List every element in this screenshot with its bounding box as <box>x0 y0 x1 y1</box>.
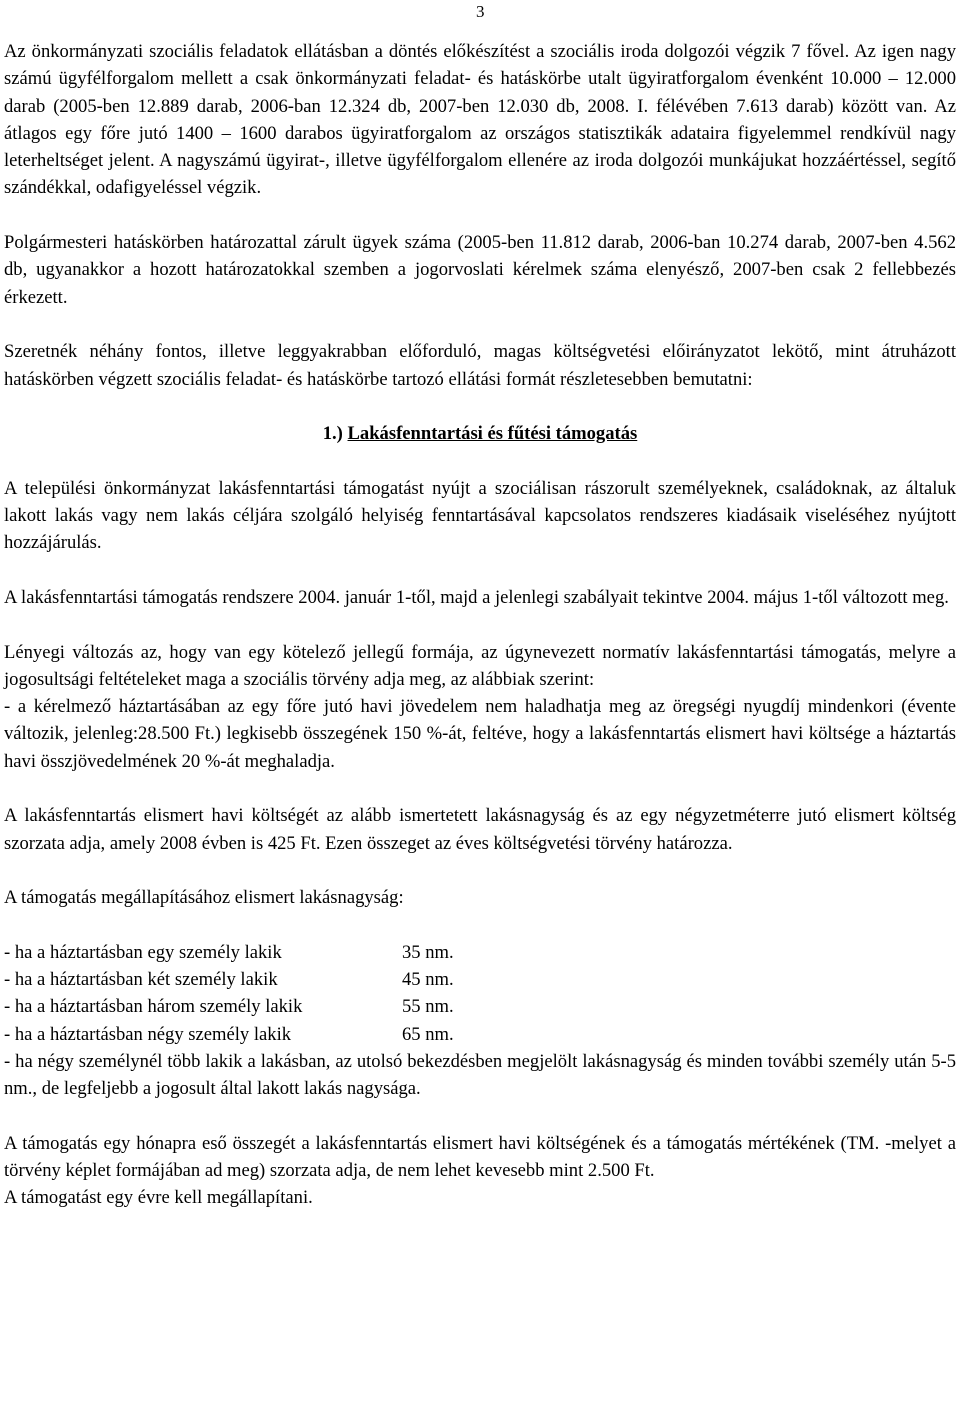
list-item <box>4 966 956 993</box>
paragraph-recognized-cost: A lakásfenntartás elismert havi költségét az alább ismertetett lakásnagyság és az egy négyzetméterre jutó elismert költség szorzata adja, amely 2008 évben is 425 Ft. Ezen összeget az éves költségvetési törvény határozza. <box>4 805 956 854</box>
section-heading <box>4 420 956 447</box>
document-body <box>4 38 956 1212</box>
housing-size-label: - ha a háztartásban négy személy lakik <box>4 1023 292 1045</box>
list-item <box>4 1021 956 1048</box>
housing-size-value: 55 nm. <box>402 996 454 1018</box>
housing-size-value: 65 nm. <box>402 1023 454 1045</box>
paragraph-office-workload: Az önkormányzati szociális feladatok ellátásban a döntés előkészítést a szociális iroda dolgozói végzik 7 fővel. Az igen nagy számú ügyfélforgalom mellett a csak önkormányzati feladat- és hatáskörbe utalt ügyiratforgalom évenként 10.000 – 12.000 darab (2005-ben 12.889 darab, 2006-ban 12.324 db, 2007-ben 12.030 db, 2008. I. félévében 7.613 darab) között van. Az átlagos egy főre jutó 1400 – 1600 darabos ügyiratforgalom az országos statisztikák adataira figyelemmel rendkívül nagy leterheltséget jelent. A nagyszámú ügyirat-, illetve ügyfélforgalom ellenére az iroda dolgozói munkájukat hozzáértéssel, segítő szándékkal, odafigyeléssel végzik. <box>4 41 956 199</box>
paragraph-system-change: A lakásfenntartási támogatás rendszere 2004. január 1-től, majd a jelenlegi szabályait tekintve 2004. május 1-től változott meg. <box>4 586 949 608</box>
housing-size-value: 45 nm. <box>402 969 454 991</box>
list-item <box>4 939 956 966</box>
paragraph-introduction: Szeretnék néhány fontos, illetve leggyakrabban előforduló, magas költségvetési előirányzatot lekötő, mint átruházott hatáskörben végzett szociális feladat- és hatáskörbe tartozó ellátási formát részletesebben bemutatni: <box>4 341 956 390</box>
housing-size-list <box>4 939 956 1048</box>
housing-size-label: - ha a háztartásban két személy lakik <box>4 969 278 991</box>
housing-size-label: - ha a háztartásban három személy lakik <box>4 996 303 1018</box>
section-title: Lakásfenntartási és fűtési támogatás <box>347 423 638 445</box>
paragraph-eligibility-condition: - a kérelmező háztartásában az egy főre jutó havi jövedelem nem haladhatja meg az öregségi nyugdíj mindenkori (évente változik, jelenleg:28.500 Ft.) legkisebb összegének 150 %-át, feltéve, hogy a lakásfenntartás elismert havi költsége a háztartás havi összjövedelmének 20 %-át meghaladja. <box>4 696 956 772</box>
paragraph-duration: A támogatást egy évre kell megállapítani. <box>4 1187 313 1209</box>
housing-size-value: 35 nm. <box>402 941 454 963</box>
paragraph-normative-support: Lényegi változás az, hogy van egy kötelező jellegű formája, az úgynevezett normatív lakásfenntartási támogatás, melyre a jogosultsági feltételeket maga a szociális törvény adja meg, az alábbiak szerint: <box>4 641 956 690</box>
section-number: 1.) <box>322 423 343 445</box>
paragraph-mayoral-decisions: Polgármesteri hatáskörben határozattal zárult ügyek száma (2005-ben 11.812 darab, 2006-ban 10.274 darab, 2007-ben 4.562 db, ugyanakkor a hozott határozatokkal szemben a jogorvoslati kérelmek száma elenyésző, 2007-ben csak 2 fellebbezés érkezett. <box>4 232 956 308</box>
page-number: 3 <box>476 2 485 21</box>
paragraph-extra-persons: - ha négy személynél több lakik a lakásban, az utolsó bekezdésben megjelölt lakásnagyság és minden további személy után 5-5 nm., de legfeljebb a jogosult által lakott lakás nagysága. <box>4 1050 956 1100</box>
paragraph-definition: A települési önkormányzat lakásfenntartási támogatást nyújt a szociálisan rászorult személyeknek, családoknak, az általuk lakott lakás vagy nem lakás céljára szolgáló helyiség fenntartásával kapcsolatos rendszeres kiadásaik viseléséhez nyújtott hozzájárulás. <box>4 477 956 554</box>
list-item <box>4 993 956 1020</box>
housing-size-label: - ha a háztartásban egy személy lakik <box>4 941 282 963</box>
paragraph-housing-size-intro: A támogatás megállapításához elismert lakásnagyság: <box>4 887 404 909</box>
paragraph-monthly-amount: A támogatás egy hónapra eső összegét a lakásfenntartás elismert havi költségének és a támogatás mértékének (TM. -melyet a törvény képlet formájában ad meg) szorzata adja, de nem lehet kevesebb mint 2.500 Ft. <box>4 1132 956 1182</box>
